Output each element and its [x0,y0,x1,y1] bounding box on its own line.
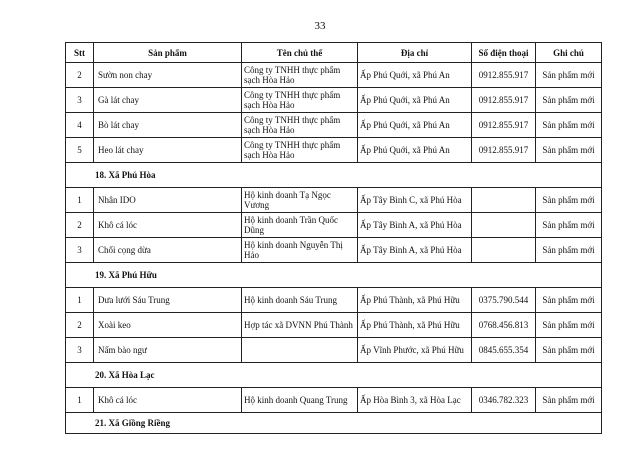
cell-product: Gà lát chay [94,88,242,113]
table-row [66,338,602,363]
cell-phone: 0912.855.917 [472,88,536,113]
page-number: 33 [314,20,326,32]
cell-stt: 1 [66,288,94,313]
cell-owner: Công ty TNHH thực phẩm sạch Hòa Hảo [242,113,358,138]
cell-stt: 2 [66,63,94,88]
cell-address: Ấp Vĩnh Phước, xã Phú Hữu [358,338,472,363]
cell-owner: Công ty TNHH thực phẩm sạch Hòa Hảo [242,88,358,113]
cell-product: Nấm bào ngư [94,338,242,363]
cell-note: Sản phẩm mới [536,238,602,263]
cell-note: Sản phẩm mới [536,388,602,413]
cell-product: Sườn non chay [94,63,242,88]
table-row [66,188,602,213]
cell-owner: Hộ kinh doanh Trần Quốc Dũng [242,213,358,238]
cell-stt: 1 [66,188,94,213]
table-row [66,313,602,338]
cell-product: Heo lát chay [94,138,242,163]
cell-stt: 5 [66,138,94,163]
table-row [66,238,602,263]
cell-note: Sản phẩm mới [536,188,602,213]
cell-address: Ấp Phú Thành, xã Phú Hữu [358,288,472,313]
cell-address: Ấp Tây Bình C, xã Phú Hòa [358,188,472,213]
header-stt: Stt [66,43,94,63]
cell-phone: 0912.855.917 [472,113,536,138]
cell-stt: 3 [66,338,94,363]
cell-product: Nhân IDO [94,188,242,213]
cell-address: Ấp Phú Quới, xã Phú An [358,138,472,163]
product-table [65,42,602,434]
table-row [66,388,602,413]
header-phone: Số điện thoại [472,43,536,63]
cell-product: Khô cá lóc [94,388,242,413]
section-title: 21. Xã Giồng Riềng [66,413,602,434]
section-header-row [66,363,602,388]
table-row [66,138,602,163]
cell-phone: 0768.456.813 [472,313,536,338]
section-header-row [66,413,602,434]
cell-phone: 0912.855.917 [472,138,536,163]
header-owner: Tên chủ thể [242,43,358,63]
table-body [66,63,602,434]
cell-note: Sản phẩm mới [536,88,602,113]
cell-note: Sản phẩm mới [536,63,602,88]
cell-address: Ấp Hòa Bình 3, xã Hòa Lạc [358,388,472,413]
cell-address: Ấp Phú Thành, xã Phú Hữu [358,313,472,338]
cell-note: Sản phẩm mới [536,113,602,138]
table-row [66,113,602,138]
cell-address: Ấp Tây Bình A, xã Phú Hòa [358,213,472,238]
cell-stt: 3 [66,88,94,113]
cell-stt: 1 [66,388,94,413]
cell-owner [242,338,358,363]
section-header-row [66,163,602,188]
cell-note: Sản phẩm mới [536,288,602,313]
cell-product: Khô cá lóc [94,213,242,238]
table-row [66,88,602,113]
header-note: Ghi chú [536,43,602,63]
cell-note: Sản phẩm mới [536,338,602,363]
cell-address: Ấp Phú Quới, xã Phú An [358,88,472,113]
cell-owner: Hợp tác xã DVNN Phú Thành [242,313,358,338]
section-title: 19. Xã Phú Hữu [66,263,602,288]
cell-stt: 3 [66,238,94,263]
cell-note: Sản phẩm mới [536,138,602,163]
section-title: 20. Xã Hòa Lạc [66,363,602,388]
cell-owner: Hộ kinh doanh Quang Trung [242,388,358,413]
cell-product: Dưa lưới Sáu Trung [94,288,242,313]
section-header-row [66,263,602,288]
cell-product: Bò lát chay [94,113,242,138]
cell-owner: Hộ kinh doanh Tạ Ngọc Vương [242,188,358,213]
cell-address: Ấp Phú Quới, xã Phú An [358,113,472,138]
cell-owner: Công ty TNHH thực phẩm sạch Hòa Hảo [242,138,358,163]
section-title: 18. Xã Phú Hòa [66,163,602,188]
cell-phone [472,188,536,213]
cell-phone [472,238,536,263]
cell-product: Xoài keo [94,313,242,338]
cell-address: Ấp Tây Bình A, xã Phú Hòa [358,238,472,263]
cell-phone [472,213,536,238]
cell-owner: Hộ kinh doanh Nguyễn Thị Hảo [242,238,358,263]
table-row [66,63,602,88]
cell-phone: 0375.790.544 [472,288,536,313]
cell-owner: Công ty TNHH thực phẩm sạch Hòa Hảo [242,63,358,88]
table-header-row [66,43,602,63]
cell-phone: 0912.855.917 [472,63,536,88]
header-address: Địa chỉ [358,43,472,63]
table-row [66,213,602,238]
cell-stt: 2 [66,313,94,338]
cell-note: Sản phẩm mới [536,313,602,338]
header-product: Sản phẩm [94,43,242,63]
cell-note: Sản phẩm mới [536,213,602,238]
cell-product: Chổi cọng dừa [94,238,242,263]
cell-stt: 2 [66,213,94,238]
cell-stt: 4 [66,113,94,138]
table-row [66,288,602,313]
cell-address: Ấp Phú Quới, xã Phú An [358,63,472,88]
cell-phone: 0346.782.323 [472,388,536,413]
cell-owner: Hộ kinh doanh Sáu Trung [242,288,358,313]
cell-phone: 0845.655.354 [472,338,536,363]
